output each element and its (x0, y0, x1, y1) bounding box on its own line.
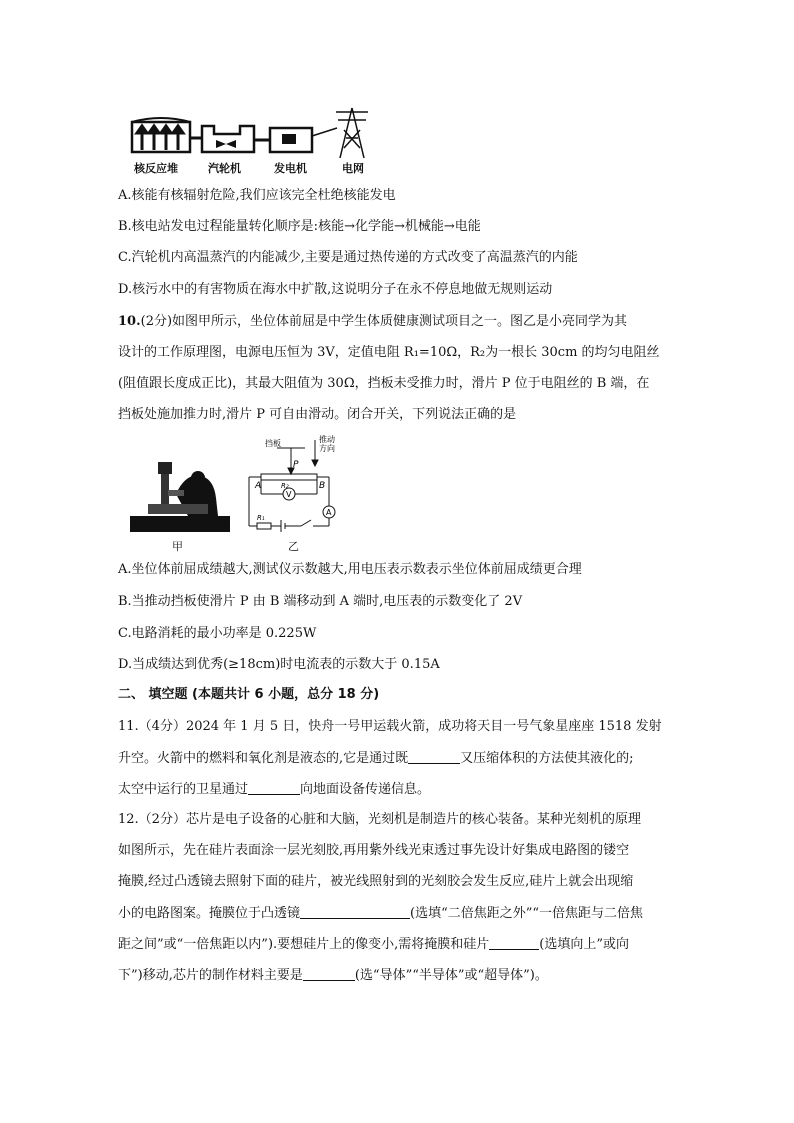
q12-text-6a: 下”)移动,芯片的制作材料主要是 (118, 968, 303, 983)
nuclear-plant-figure (122, 100, 382, 178)
figure-label-turbine: 汽轮机 (208, 162, 241, 175)
section-2-title: 二、 填空题 (本题共计 6 小题，总分 18 分) (118, 687, 380, 702)
q10-stem-line-3: (阻值跟长度成正比)，其最大阻值为 30Ω，挡板未受推力时，滑片 P 位于电阻丝的 B 端，在 (118, 376, 650, 391)
q12-blank-1[interactable] (300, 904, 410, 919)
circuit-diagram (243, 434, 353, 538)
q12-line-5 (118, 935, 629, 954)
q9-option-b: B.核电站发电过程能量转化顺序是:核能→化学能→机械能→电能 (118, 219, 481, 234)
q11-text-3b: 向地面设备传递信息。 (300, 782, 431, 797)
q12-text-5a: 距之间”或“一倍焦距以内”).要想硅片上的像变小,需将掩膜和硅片 (118, 937, 490, 952)
figure-label-reactor: 核反应堆 (134, 162, 178, 175)
figure-label-jia: 甲 (172, 540, 183, 553)
q12-text-6b: (选“导体”“半导体”或“超导体”)。 (354, 968, 548, 983)
q10-number: 10. (118, 314, 141, 329)
q12-blank-2[interactable] (489, 935, 539, 950)
q12-text-4b: (选填“二倍焦距之外”“一倍焦距与二倍焦 (410, 906, 644, 921)
q11-line-2 (118, 749, 634, 768)
figure-label-grid: 电网 (342, 162, 364, 175)
label-voltmeter: V (286, 490, 292, 499)
q11-text-2b: 又压缩体积的方法使其液化的; (460, 751, 634, 766)
sit-and-reach-photo (128, 442, 233, 542)
q11-line-1: 11.（4分）2024 年 1 月 5 日，快舟一号甲运载火箭，成功将天目一号气象星座座 1518 发射 (118, 719, 662, 734)
label-ammeter: A (326, 508, 332, 517)
q12-blank-3[interactable] (303, 966, 355, 981)
q9-option-d: D.核污水中的有害物质在海水中扩散,这说明分子在永不停息地做无规则运动 (118, 282, 553, 297)
label-b-end: B (319, 481, 326, 491)
q11-text-2a: 升空。火箭中的燃料和氧化剂是液态的,它是通过既 (118, 751, 409, 766)
q10-option-a: A.坐位体前屈成绩越大,测试仪示数越大,用电压表示数表示坐位体前屈成绩更合理 (118, 562, 582, 577)
q12-line-2: 如图所示，先在硅片表面涂一层光刻胶,再用紫外线光束透过事先设计好集成电路图的镂空 (118, 843, 630, 858)
q10-line1: 如图甲所示，坐位体前屈是中学生体质健康测试项目之一。图乙是小亮同学为其 (172, 314, 628, 329)
label-a-end: A (255, 481, 262, 491)
label-dangban: 挡板 (265, 439, 281, 448)
label-p: P (293, 460, 299, 470)
label-r1: R₁ (257, 514, 265, 522)
q10-stem-line-2: 设计的工作原理图，电源电压恒为 3V，定值电阻 R₁=10Ω，R₂为一根长 30cm 的均匀电阻丝 (118, 345, 660, 360)
q12-text-4a: 小的电路图案。掩膜位于凸透镜 (118, 906, 301, 921)
q11-blank-1[interactable] (408, 749, 460, 764)
label-push-1: 推动 (319, 435, 335, 444)
q9-option-c: C.汽轮机内高温蒸汽的内能减少,主要是通过热传递的方式改变了高温蒸汽的内能 (118, 250, 578, 265)
q10-figure (128, 434, 358, 552)
q10-stem-line-1 (118, 313, 627, 331)
q10-option-b: B.当推动挡板使滑片 P 由 B 端移动到 A 端时,电压表的示数变化了 2V (118, 594, 523, 609)
q11-text-3a: 太空中运行的卫星通过 (118, 782, 249, 797)
q11-line-3 (118, 780, 430, 799)
label-r2: R₂ (281, 482, 289, 490)
q12-line-3: 掩膜,经过凸透镜去照射下面的硅片，被光线照射到的光刻胶会发生反应,硅片上就会出现缩 (118, 874, 634, 889)
q10-option-c: C.电路消耗的最小功率是 0.225W (118, 626, 317, 641)
q10-option-d: D.当成绩达到优秀(≥18cm)时电流表的示数大于 0.15A (118, 657, 440, 672)
q12-line-4 (118, 904, 643, 923)
q10-score: (2分) (140, 314, 173, 329)
figure-label-yi: 乙 (288, 540, 299, 553)
q12-line-6 (118, 966, 548, 985)
q12-text-5b: (选填向上”或向 (539, 937, 629, 952)
q12-line-1: 12.（2分）芯片是电子设备的心脏和大脑，光刻机是制造片的核心装备。某种光刻机的原理 (118, 812, 641, 827)
label-push-2: 方向 (319, 444, 335, 453)
q9-option-a: A.核能有核辐射危险,我们应该完全杜绝核能发电 (118, 188, 396, 203)
q11-blank-2[interactable] (248, 780, 300, 795)
q10-stem-line-4: 挡板处施加推力时,滑片 P 可自由滑动。闭合开关，下列说法正确的是 (118, 407, 517, 422)
figure-label-generator: 发电机 (274, 162, 307, 175)
